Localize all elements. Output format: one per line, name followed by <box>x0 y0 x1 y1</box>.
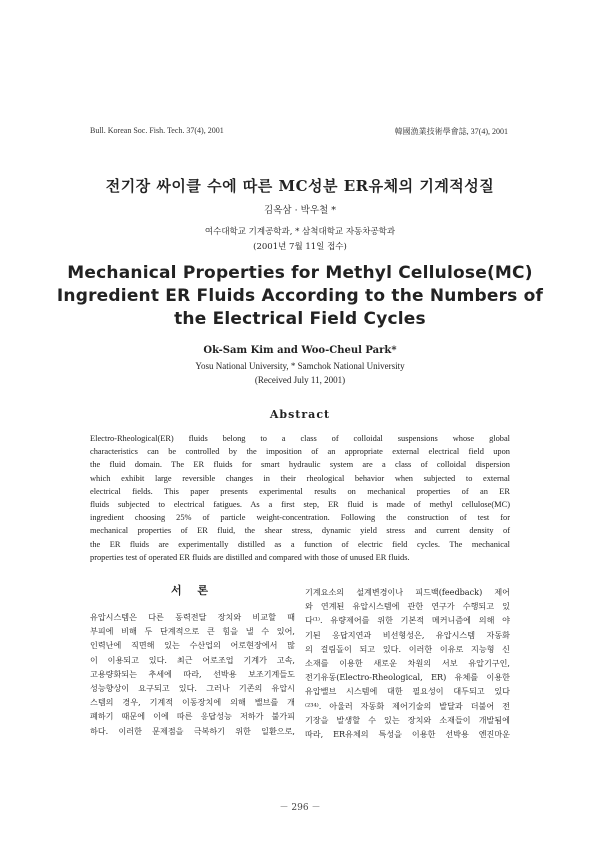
korean-authors: 김옥삼 · 박우철 * <box>264 205 336 216</box>
body-line: 기장을 발생할 수 있는 장치와 소재들이 개발됨에 <box>305 714 510 725</box>
body-line: 와 연계된 유압시스템에 관한 연구가 수행되고 있 <box>305 601 510 612</box>
body-line: 이 이용되고 있다. 최근 어로조업 기계가 고속, <box>90 654 295 665</box>
section-heading-introduction: 서 론 <box>170 584 215 597</box>
body-line: 하다. 이러한 문제점을 극복하기 위한 일환으로, <box>90 725 295 736</box>
body-line: 스템의 경우, 기계적 이동장치에 의해 밸브를 개 <box>90 697 295 708</box>
left-column-text <box>90 610 295 738</box>
body-line: 고용량화되는 추세에 따라, 선박용 보조기계들도 <box>90 668 295 679</box>
running-header-left: Bull. Korean Soc. Fish. Tech. 37(4), 2001 <box>90 126 224 135</box>
abstract-heading: Abstract <box>269 408 331 421</box>
body-line: 유압시스템은 다른 동력전달 장치와 비교할 때 <box>90 612 295 622</box>
abstract-line: Electro-Rheological(ER) fluids belong to a class of colloidal suspensions whose global <box>90 434 510 443</box>
abstract-line: fluids subjected to electrical fatigues. As a first step, ER fluid is made of methyl cellulose(MC) <box>90 500 510 510</box>
body-line: 전기유동(Electro-Rheological, ER) 유체를 이용한 <box>305 672 510 683</box>
abstract-line: which exhibit large reversible changes in their rheological behavior when subjected to external <box>90 473 510 483</box>
body-line: 소재를 이용한 새로운 차원의 서보 유압기구인, <box>305 658 510 669</box>
abstract-line: the fluid domain. The ER fluids for smart hydraulic system are a class of colloidal dispersion <box>90 460 510 470</box>
body-line: 성능향상이 요구되고 있다. 그러나 기존의 유압시 <box>90 683 295 694</box>
english-title-line: Mechanical Properties for Methyl Cellulose(MC) <box>67 263 533 283</box>
body-line: 인력난에 직면해 있는 수산업의 어로현장에서 많 <box>90 640 295 651</box>
right-column-text <box>305 585 510 741</box>
body-line: 유압밸브 시스템에 대한 필요성이 대두되고 있다 <box>305 686 510 697</box>
right-column <box>305 585 510 741</box>
korean-received-date: (2001년 7월 11일 접수) <box>253 242 347 252</box>
body-line: 폐하기 때문에 이에 따른 응답성능 저하가 불가피 <box>90 711 295 722</box>
english-title-line: Ingredient ER Fluids According to the Numbers of <box>56 286 544 306</box>
body-line: 기된 응답지연과 비선형성은, 유압시스템 자동화 <box>305 629 510 640</box>
english-affiliation: Yosu National University, * Samchok National University <box>195 361 405 371</box>
abstract-line: electrical fields. This paper presents experimental results on mechanical properties of an ER <box>90 486 510 496</box>
body-line: 다⁽¹⁾. 유량제어를 위한 기본적 메커니즘에 의해 야 <box>305 615 510 626</box>
running-header-right: 韓國漁業技術學會誌, 37(4), 2001 <box>394 127 508 136</box>
abstract-line: ingredient choosing 25% of particle weight-concentration. Following the construction of test for <box>90 513 510 523</box>
abstract-line: characteristics can be controlled by the imposition of an appropriate external electrical field upon <box>90 447 510 457</box>
left-column <box>90 582 295 738</box>
body-line: 의 걸림돌이 되고 있다. 이러한 이유로 지능형 신 <box>305 643 510 654</box>
english-authors: Ok-Sam Kim and Woo-Cheul Park* <box>203 345 397 356</box>
abstract-line: mechanical properties of ER fluid, the shear stress, dynamic yield stress and current density of <box>90 526 510 536</box>
english-received-date: (Received July 11, 2001) <box>254 375 346 385</box>
body-line: 기계요소의 설계변경이나 피드백(feedback) 제어 <box>305 587 510 597</box>
page-number: － 296 － <box>279 803 321 813</box>
abstract-line: properties test of operated ER fluids are distilled and compared with those of unused ER fluids. <box>90 552 410 562</box>
body-line: ⁽²³⁴⁾. 아울러 자동화 제어기술의 발달과 더불어 전 <box>305 700 510 711</box>
body-line: 부피에 비해 두 단계적으로 큰 힘을 낼 수 있어, <box>90 626 295 637</box>
korean-title: 전기장 싸이클 수에 따른 MC성분 ER유체의 기계적성질 <box>105 177 495 195</box>
abstract-body <box>90 432 510 564</box>
abstract-line: the ER fluids are experimentally distilled as a function of electric field cycles. The mechanical <box>90 539 510 549</box>
korean-affiliation: 여수대학교 기계공학과, * 삼척대학교 자동차공학과 <box>204 227 396 237</box>
body-line: 따라, ER유체의 특성을 이용한 선박용 엔진마운 <box>305 729 510 740</box>
english-title-line: the Electrical Field Cycles <box>174 309 426 329</box>
english-title <box>0 262 600 331</box>
